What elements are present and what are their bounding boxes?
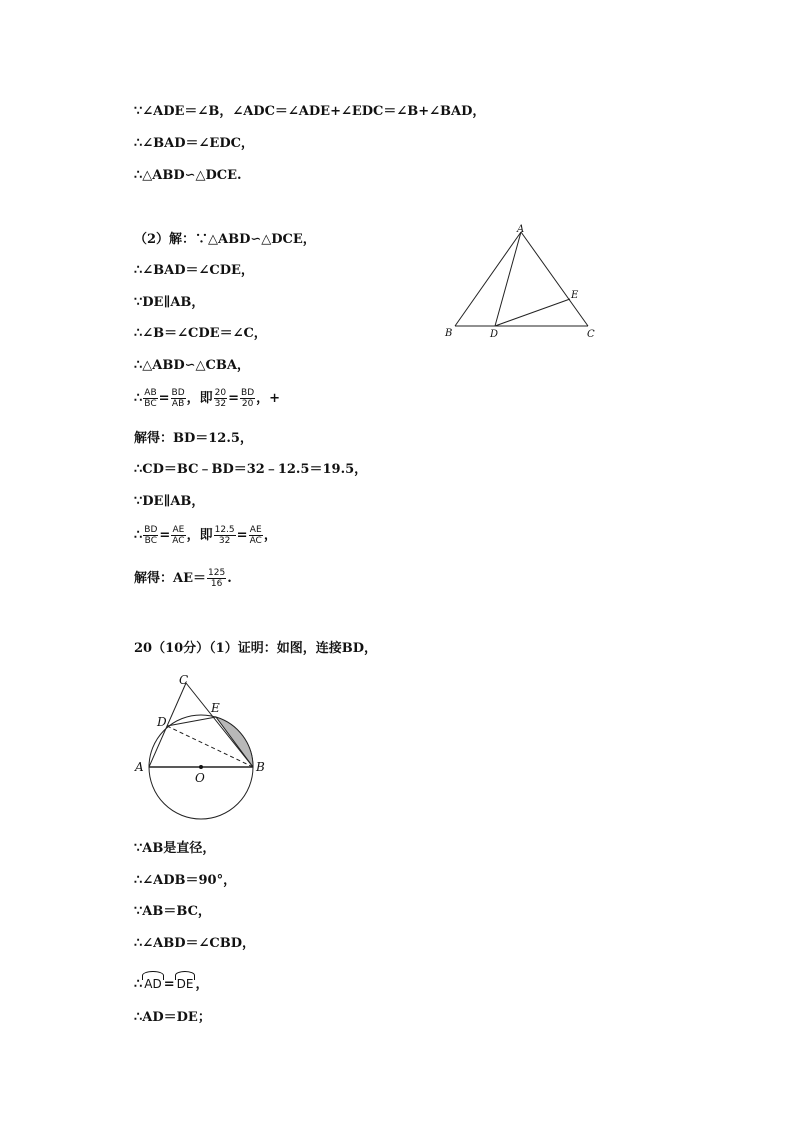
text: ，即 bbox=[186, 528, 213, 543]
equals: = bbox=[228, 391, 240, 406]
text: ，+ bbox=[256, 391, 281, 406]
proof-line: ∴∠B＝∠CDE＝∠C， bbox=[134, 326, 267, 341]
fraction: $\frac{BD}{AB}$ bbox=[171, 388, 185, 409]
proof-line: 解得：BD＝12.5， bbox=[134, 431, 253, 446]
proof-line: ∵DE∥AB， bbox=[134, 295, 205, 310]
fraction: $\frac{AE}{AC}$ bbox=[172, 525, 185, 546]
segment-ab bbox=[455, 232, 521, 326]
proof-line: ∴∠BAD＝∠CDE， bbox=[134, 263, 254, 278]
segment-ad bbox=[495, 232, 521, 326]
segment-de bbox=[167, 717, 216, 726]
proof-line: ∵AB＝BC， bbox=[134, 904, 211, 919]
fraction: $\frac{AB}{BC}$ bbox=[144, 388, 157, 409]
label-a: A bbox=[517, 224, 525, 235]
text: . bbox=[227, 571, 232, 586]
center-point bbox=[199, 765, 203, 769]
label-o: O bbox=[195, 771, 205, 785]
fraction: $\frac{125}{16}$ bbox=[208, 568, 226, 589]
proof-line: ∴∠ADB＝90°， bbox=[134, 873, 237, 888]
equals: = bbox=[236, 528, 248, 543]
fraction: $\frac{AE}{AC}$ bbox=[249, 525, 262, 546]
segment-ac bbox=[149, 683, 186, 767]
text: 解得：AE＝ bbox=[134, 571, 206, 586]
proof-line: （2）解：∵△ABD∽△DCE， bbox=[134, 232, 316, 247]
equals: = bbox=[158, 391, 170, 406]
fraction: $\frac{BD}{BC}$ bbox=[144, 525, 158, 546]
text: ，即 bbox=[186, 391, 213, 406]
triangle-figure bbox=[440, 222, 602, 344]
equals: = bbox=[163, 977, 175, 992]
fraction: $\frac{12.5}{32}$ bbox=[214, 525, 235, 546]
label-b: B bbox=[256, 760, 265, 774]
segment-de bbox=[495, 299, 570, 326]
circle-figure bbox=[130, 670, 280, 826]
proof-line: ∴∠ABD＝∠CBD， bbox=[134, 936, 256, 951]
arc-de: DE bbox=[176, 977, 194, 991]
fraction: $\frac{BD}{20}$ bbox=[241, 388, 255, 409]
proportion-line bbox=[134, 388, 280, 409]
therefore: ∴ bbox=[134, 391, 143, 406]
proof-line: ∵DE∥AB， bbox=[134, 494, 205, 509]
proof-line: ∴AD＝DE； bbox=[134, 1010, 211, 1025]
label-c: C bbox=[587, 329, 595, 340]
fraction: $\frac{20}{32}$ bbox=[214, 388, 227, 409]
label-d: D bbox=[490, 329, 499, 340]
segment-bc bbox=[186, 683, 253, 767]
label-c: C bbox=[179, 673, 189, 687]
arc-line bbox=[134, 972, 208, 993]
therefore: ∴ bbox=[134, 528, 143, 543]
label-e: E bbox=[571, 290, 579, 301]
equals: = bbox=[159, 528, 171, 543]
result-line bbox=[134, 568, 232, 589]
arc-ad: AD bbox=[144, 977, 162, 991]
proof-line: ∵∠ADE＝∠B，∠ADC＝∠ADE+∠EDC＝∠B+∠BAD， bbox=[134, 104, 486, 119]
text: ， bbox=[263, 528, 277, 543]
therefore: ∴ bbox=[134, 977, 143, 992]
label-a: A bbox=[135, 760, 144, 774]
text: ， bbox=[195, 977, 209, 992]
segment-ac bbox=[521, 232, 588, 326]
proof-line: ∴△ABD∽△DCE. bbox=[134, 168, 242, 183]
proof-line: ∴CD＝BC﹣BD＝32﹣12.5＝19.5， bbox=[134, 462, 368, 477]
question-title: 20（10分）（1）证明：如图，连接BD， bbox=[134, 641, 377, 656]
label-d: D bbox=[157, 715, 167, 729]
label-b: B bbox=[445, 328, 453, 339]
proof-line: ∴∠BAD＝∠EDC， bbox=[134, 136, 254, 151]
label-e: E bbox=[211, 701, 220, 715]
proof-line: ∴△ABD∽△CBA， bbox=[134, 358, 250, 373]
proportion-line bbox=[134, 525, 277, 546]
proof-line: ∵AB是直径， bbox=[134, 841, 216, 856]
